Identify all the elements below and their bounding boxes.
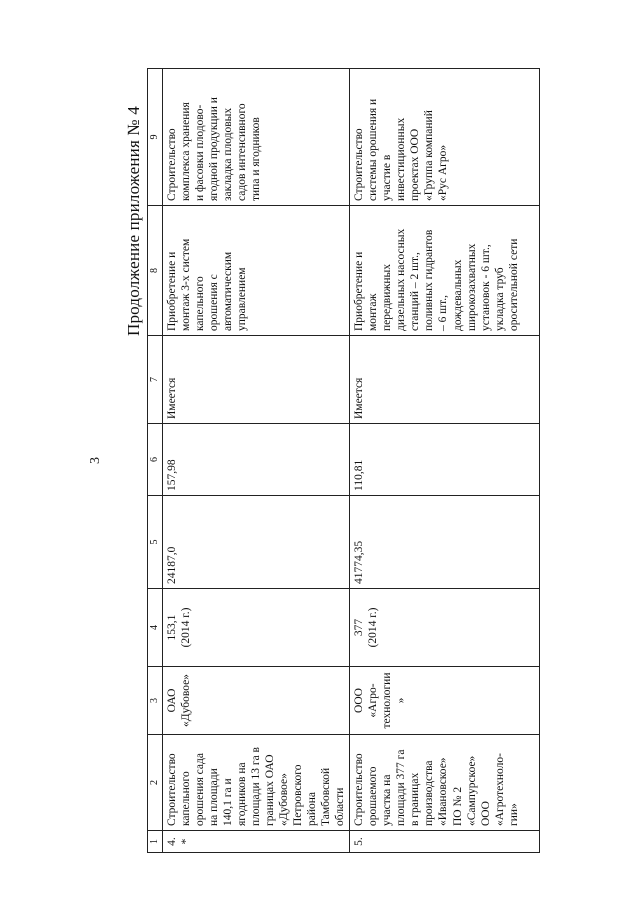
project-name-cell: Строительство капельного орошения сада на площади 140,1 га и ягодников на площади 13 га в границах ОАО «Дубовое» Петровского района Тамбовской области	[163, 735, 350, 831]
rate-cell: 157,98	[163, 424, 350, 496]
row-number: 5.	[350, 831, 540, 853]
project-name-cell: Строительство орошаемого участка на площади 377 га в границах производства «Ивановское» ПО № 2 «Сампурское» ООО «Агротехноло- гии»	[350, 735, 540, 831]
goal-cell: Строительство системы орошения и участие в инвестиционных проектах ООО «Группа компаний «Рус Агро»	[350, 69, 540, 206]
availability-cell: Имеется	[163, 336, 350, 424]
works-cell: Приобретение и монтаж передвижных дизельных насосных станций – 2 шт., поливных гидрантов – 6 шт., дождевальных широкозахватных установок - 6 шт., укладка труб оросительной сети	[350, 206, 540, 336]
area-cell: 377 (2014 г.)	[350, 589, 540, 667]
column-header: 6	[148, 424, 163, 496]
page-number: 3	[88, 457, 103, 464]
organization-cell: ОАО «Дубовое»	[163, 667, 350, 735]
cost-cell: 24187,0	[163, 496, 350, 589]
column-header: 9	[148, 69, 163, 206]
appendix-caption: Продолжение приложения № 4	[124, 106, 143, 337]
column-header: 5	[148, 496, 163, 589]
table-row	[163, 69, 350, 853]
column-header: 7	[148, 336, 163, 424]
goal-cell: Строительство комплекса хранения и фасовки плодово- ягодной продукции и закладка плодовых садов интенсивного типа и ягодников	[163, 69, 350, 206]
area-cell: 153,1 (2014 г.)	[163, 589, 350, 667]
column-header: 1	[148, 831, 163, 853]
column-header: 2	[148, 735, 163, 831]
row-number: 4.*	[163, 831, 350, 853]
cost-cell: 41774,35	[350, 496, 540, 589]
column-header: 4	[148, 589, 163, 667]
availability-cell: Имеется	[350, 336, 540, 424]
organization-cell: ООО «Агро- технологии»	[350, 667, 540, 735]
column-header: 8	[148, 206, 163, 336]
data-table	[147, 68, 540, 853]
rate-cell: 110,81	[350, 424, 540, 496]
works-cell: Приобретение и монтаж 3-х систем капельного орошения с автоматическим управлением	[163, 206, 350, 336]
table-row	[350, 69, 540, 853]
column-header: 3	[148, 667, 163, 735]
header-row	[148, 69, 163, 853]
